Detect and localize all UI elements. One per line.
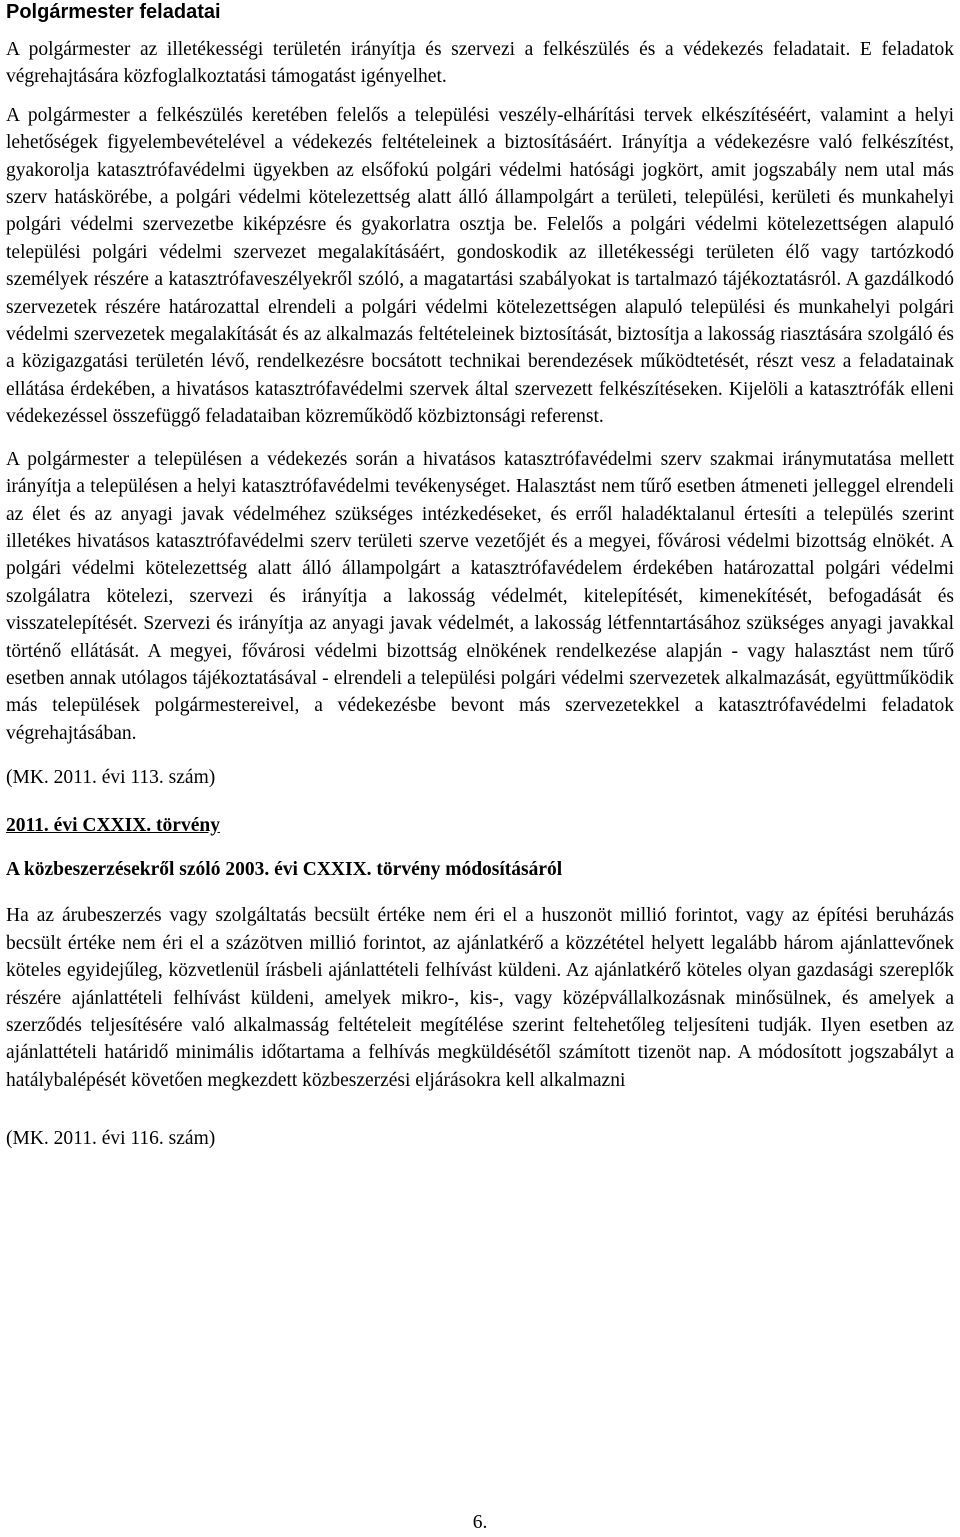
paragraph-defense: A polgármester a településen a védekezés során a hivatásos katasztrófavédelmi szerv szakmai iránymutatása mellett irányítja a településen a helyi katasztrófavédelmi tevékenységet. Halasztást nem tűrő esetben átmeneti jelleggel elrendeli az élet és az anyagi javak védelméhez szükséges intézkedéseket, és erről haladéktalanul értesíti a település szerint illetékes hivatásos katasztrófavédelmi szerv területi szerve vezetőjét és a megyei, fővárosi védelmi bizottság elnökét. A polgári védelmi kötelezettség alatt álló állampolgárt a katasztrófavédelem érdekében határozattal polgári védelmi szolgálatra kötelezi, szervezi és irányítja a lakosság védelmét, kitelepítését, kimenekítését, befogadását és visszatelepítését. Szervezi és irányítja az anyagi javak védelmét, a lakosság létfenntartásához szükséges anyagi javakkal történő ellátását. A megyei, fővárosi védelmi bizottság elnökének rendelkezése alapján - vagy halasztást nem tűrő esetben annak utólagos tájékoztatásával - elrendeli a települési polgári védelmi szervezetek alkalmazását, együttműködik más települések polgármestereivel, a védekezésbe bevont más szervezetekkel a katasztrófavédelmi feladatok végrehajtásában. [6,448,954,744]
source-reference-1: (MK. 2011. évi 113. szám) [6,767,216,789]
law-title: A közbeszerzésekről szóló 2003. évi CXXIX. törvény módosításáról [6,858,563,880]
paragraph-preparation: A polgármester a felkészülés keretében felelős a települési veszély-elhárítási tervek elkészítéséért, valamint a helyi lehetőségek figyelembevételével a védekezés feltételeinek a biztosításáért. Irányítja a védekezésre való felkészítést, gyakorolja katasztrófavédelmi ügyekben az elsőfokú polgári védelmi hatósági jogkört, amit jogszabály nem utal más szerv hatáskörébe, a polgári védelmi kötelezettség alatt álló állampolgárt a területi, települési, kerületi és munkahelyi polgári védelmi szervezetbe kiképzésre és gyakorlatra osztja be. Felelős a polgári védelmi kötelezettségen alapuló települési polgári védelmi szervezet megalakításáért, gondoskodik az illetékességi területen élő vagy tartózkodó személyek részére a katasztrófaveszélyekről szóló, a magatartási szabályokat is tartalmazó tájékoztatásról. A gazdálkodó szervezetek részére határozattal elrendeli a polgári védelmi kötelezettségen alapuló települési és munkahelyi polgári védelmi szervezetek megalakítását és az alkalmazás feltételeinek biztosítását, biztosítja a lakosság riasztására szolgáló és a közigazgatási területén lévő, rendelkezésre bocsátott technikai berendezések működtetését, részt vesz a feladatainak ellátása érdekében, a hivatásos katasztrófavédelmi szervek által szervezett felkészítéseken. Kijelöli a katasztrófák elleni védekezéssel összefüggő feladataiban közreműködő közbiztonsági referenst. [6,104,954,428]
page-number: 6. [472,1512,488,1533]
section-title: Polgármester feladatai [6,1,221,23]
law-number: 2011. évi CXXIX. törvény [6,814,220,836]
paragraph-procurement: Ha az árubeszerzés vagy szolgáltatás becsült értéke nem éri el a huszonöt millió forintot, vagy az építési beruházás becsült értéke nem éri el a százötven millió forintot, az ajánlatkérő a közzététel helyett legalább három ajánlattevőnek köteles egyidejűleg, közvetlenül írásbeli ajánlattételi felhívást küldeni. Az ajánlatkérő köteles olyan gazdasági szereplők részére ajánlattételi felhívást küldeni, amelyek mikro-, kis-, vagy középvállalkozásnak minősülnek, és amelyek a szerződés teljesítésére való alkalmasság feltételeit megítélése szerint feltehetőleg teljesíteni tudják. Ilyen esetben az ajánlattételi határidő minimális időtartama a felhívás megküldésétől számított tizenöt nap. A módosított jogszabályt a hatálybalépését követően megkezdett közbeszerzési eljárásokra kell alkalmazni [6,905,954,1091]
paragraph-intro: A polgármester az illetékességi területén irányítja és szervezi a felkészülés és a védekezés feladatait. E feladatok végrehajtására közfoglalkoztatási támogatást igényelhet. [6,39,954,88]
source-reference-2: (MK. 2011. évi 116. szám) [6,1128,216,1150]
